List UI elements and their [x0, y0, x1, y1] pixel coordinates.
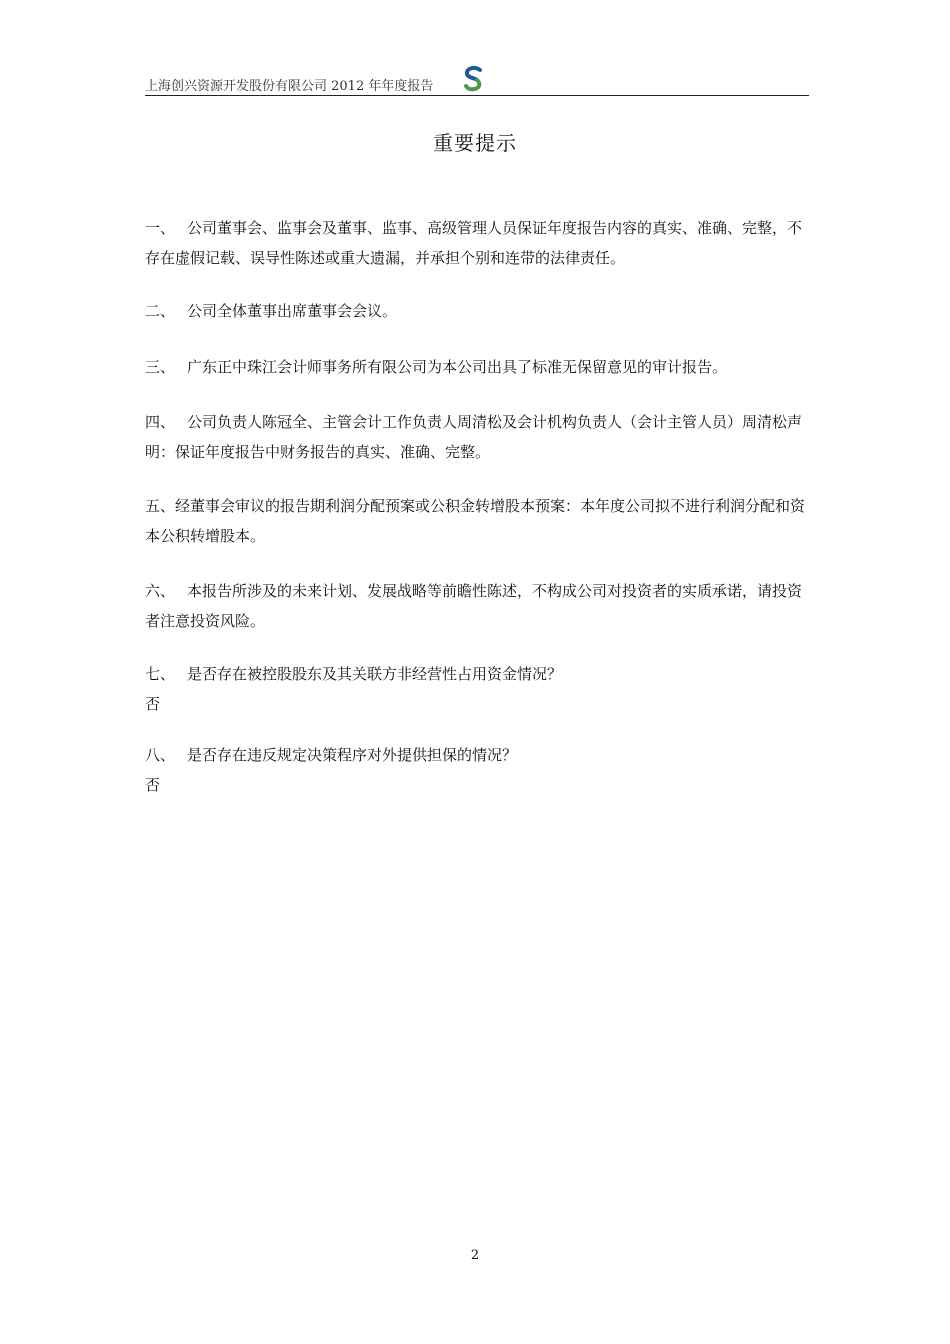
notice-text: 本报告所涉及的未来计划、发展战略等前瞻性陈述，不构成公司对投资者的实质承诺，请投资者注意投资风险。 [145, 582, 803, 630]
notice-text: 是否存在被控股股东及其关联方非经营性占用资金情况？ [187, 665, 563, 683]
notice-number: 四、 [145, 413, 176, 431]
notice-number: 二、 [145, 302, 176, 320]
notice-text: 公司董事会、监事会及董事、监事、高级管理人员保证年度报告内容的真实、准确、完整，不存在虚假记载、误导性陈述或重大遗漏，并承担个别和连带的法律责任。 [145, 219, 803, 267]
notice-text: 是否存在违反规定决策程序对外提供担保的情况？ [187, 746, 518, 764]
notice-item-6 [145, 576, 809, 636]
header-divider [145, 95, 809, 96]
notice-answer: 否 [145, 776, 161, 794]
notice-number: 七、 [145, 665, 176, 683]
notice-number: 五、 [145, 497, 176, 515]
notice-number: 六、 [145, 582, 176, 600]
page-number: 2 [470, 1248, 480, 1263]
page-header [145, 66, 809, 96]
notice-number: 八、 [145, 746, 176, 764]
company-logo-icon [463, 66, 485, 92]
notice-item-2 [145, 296, 809, 326]
notice-item-7 [145, 659, 809, 719]
notice-item-1 [145, 213, 809, 273]
notice-text: 公司全体董事出席董事会会议。 [187, 302, 398, 320]
notice-text: 经董事会审议的报告期利润分配预案或公积金转增股本预案：本年度公司拟不进行利润分配和资本公积转增股本。 [145, 497, 806, 545]
notice-answer: 否 [145, 695, 161, 713]
notice-text: 广东正中珠江会计师事务所有限公司为本公司出具了标准无保留意见的审计报告。 [187, 358, 728, 376]
notice-item-4 [145, 407, 809, 467]
notice-text: 公司负责人陈冠全、主管会计工作负责人周清松及会计机构负责人（会计主管人员）周清松声明：保证年度报告中财务报告的真实、准确、完整。 [145, 413, 803, 461]
page-title: 重要提示 [433, 131, 517, 155]
notice-item-8 [145, 740, 809, 800]
notice-item-5 [145, 491, 809, 551]
notice-item-3 [145, 352, 809, 382]
notice-number: 一、 [145, 219, 176, 237]
notice-number: 三、 [145, 358, 176, 376]
header-text: 上海创兴资源开发股份有限公司 2012 年年度报告 [145, 79, 434, 94]
